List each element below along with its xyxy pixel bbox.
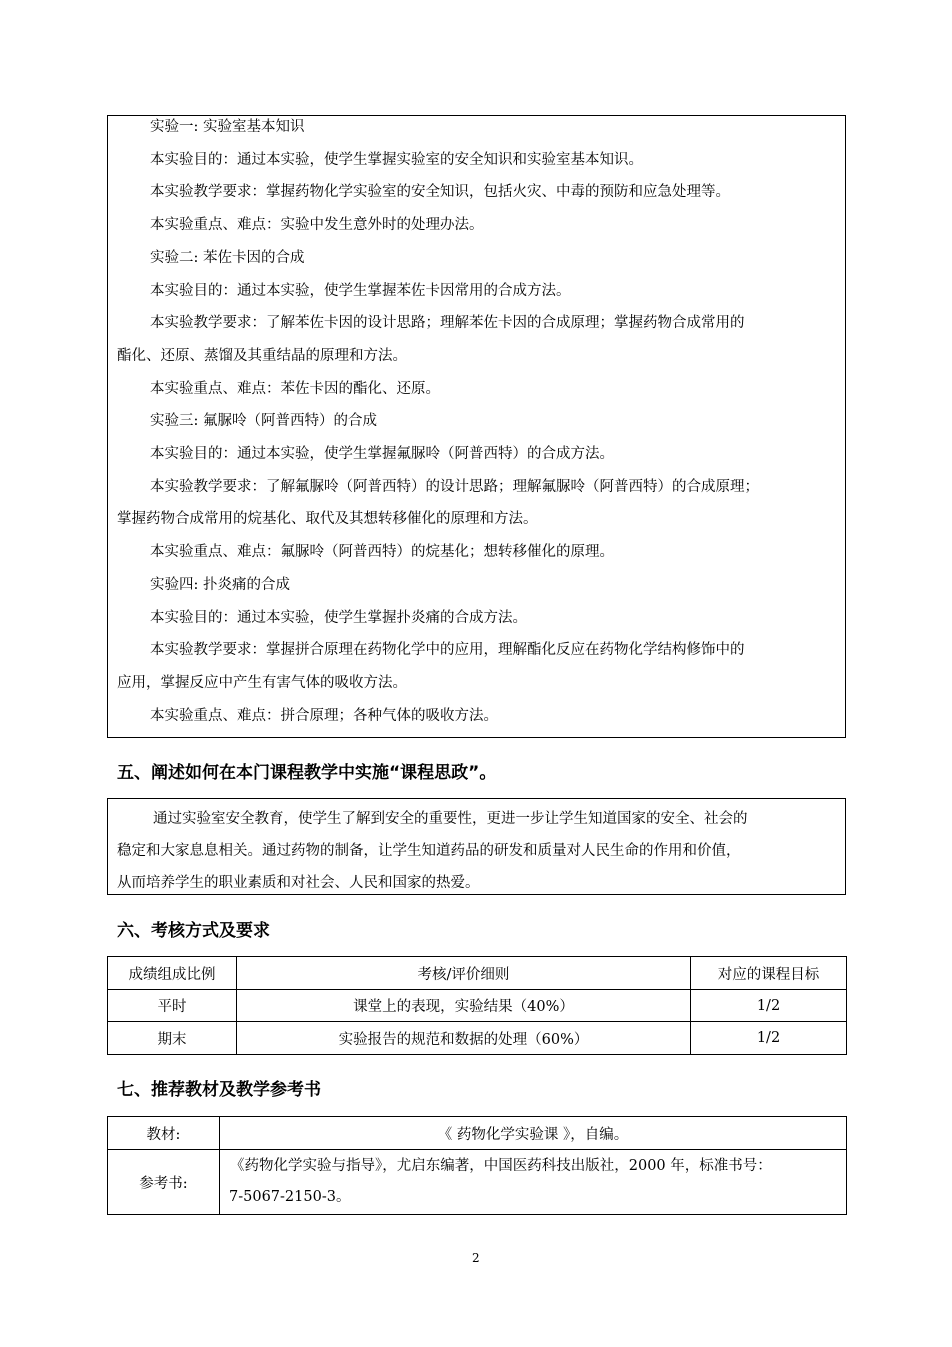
experiment-line: 本实验教学要求：掌握拼合原理在药物化学中的应用，理解酯化反应在药物化学结构修饰中的 [150, 642, 745, 659]
textbook-row [108, 1117, 847, 1150]
experiment-line: 本实验重点、难点：拼合原理；各种气体的吸收方法。 [150, 707, 498, 724]
ideology-line-2: 稳定和大家息息相关。通过药物的制备，让学生知道药品的研发和质量对人民生命的作用和价值， [117, 843, 741, 859]
experiment-line: 掌握药物合成常用的烷基化、取代及其想转移催化的原理和方法。 [117, 511, 538, 528]
textbook-table [107, 1116, 847, 1215]
section5-heading: 五、阐述如何在本门课程教学中实施“课程思政”。 [117, 763, 497, 783]
row-objective: 1/2 [691, 1022, 847, 1055]
experiment-line: 本实验目的：通过本实验，使学生掌握扑炎痛的合成方法。 [150, 609, 527, 626]
table-row [108, 1022, 847, 1055]
reference-line-1: 《药物化学实验与指导》，尤启东编著，中国医药科技出版社，2000 年，标准书号： [230, 1158, 772, 1174]
ideology-line-1: 通过实验室安全教育，使学生了解到安全的重要性，更进一步让学生知道国家的安全、社会的 [153, 811, 748, 827]
experiment-line: 本实验目的：通过本实验，使学生掌握苯佐卡因常用的合成方法。 [150, 282, 571, 299]
experiment-line: 本实验教学要求：掌握药物化学实验室的安全知识，包括火灾、中毒的预防和应急处理等。 [150, 184, 730, 201]
experiment-line: 实验二: 苯佐卡因的合成 [150, 249, 305, 266]
row-component: 期末 [108, 1022, 237, 1055]
section7-heading: 七、推荐教材及教学参考书 [117, 1080, 321, 1100]
experiment-line: 本实验目的：通过本实验，使学生掌握实验室的安全知识和实验室基本知识。 [150, 151, 643, 168]
reference-row [108, 1150, 847, 1215]
section6-heading: 六、考核方式及要求 [117, 921, 270, 941]
table-row [108, 990, 847, 1022]
textbook-value: 《 药物化学实验课 》，自编。 [220, 1117, 847, 1150]
experiment-line: 酯化、还原、蒸馏及其重结晶的原理和方法。 [117, 347, 407, 364]
experiment-line: 实验四: 扑炎痛的合成 [150, 576, 290, 593]
experiment-line: 本实验重点、难点：苯佐卡因的酯化、还原。 [150, 380, 440, 397]
experiment-line: 应用，掌握反应中产生有害气体的吸收方法。 [117, 674, 407, 691]
row-component: 平时 [108, 990, 237, 1022]
assessment-table [107, 956, 847, 1055]
experiment-line: 本实验重点、难点：氟脲呤（阿普西特）的烷基化；想转移催化的原理。 [150, 544, 614, 561]
table-header-row [108, 957, 847, 990]
page-number: 2 [472, 1251, 480, 1265]
row-criteria: 课堂上的表现，实验结果（40%） [237, 990, 691, 1022]
experiment-line: 本实验目的：通过本实验，使学生掌握氟脲呤（阿普西特）的合成方法。 [150, 446, 614, 462]
experiment-line: 实验一: 实验室基本知识 [150, 119, 305, 135]
row-criteria: 实验报告的规范和数据的处理（60%） [237, 1022, 691, 1055]
experiment-line: 实验三: 氟脲呤（阿普西特）的合成 [150, 413, 377, 430]
experiment-line: 本实验教学要求：了解氟脲呤（阿普西特）的设计思路；理解氟脲呤（阿普西特）的合成原理； [150, 478, 759, 495]
experiment-line: 本实验重点、难点：实验中发生意外时的处理办法。 [150, 217, 484, 234]
reference-line-2: 7-5067-2150-3。 [229, 1189, 351, 1205]
header-objective: 对应的课程目标 [691, 957, 847, 990]
row-objective: 1/2 [691, 990, 847, 1022]
experiment-line: 本实验教学要求：了解苯佐卡因的设计思路；理解苯佐卡因的合成原理；掌握药物合成常用的 [150, 315, 745, 332]
reference-label: 参考书: [108, 1150, 220, 1215]
ideology-line-3: 从而培养学生的职业素质和对社会、人民和国家的热爱。 [117, 875, 480, 891]
header-criteria: 考核/评价细则 [237, 957, 691, 990]
reference-value [220, 1150, 847, 1215]
textbook-label: 教材: [108, 1117, 220, 1150]
header-proportion: 成绩组成比例 [108, 957, 237, 990]
